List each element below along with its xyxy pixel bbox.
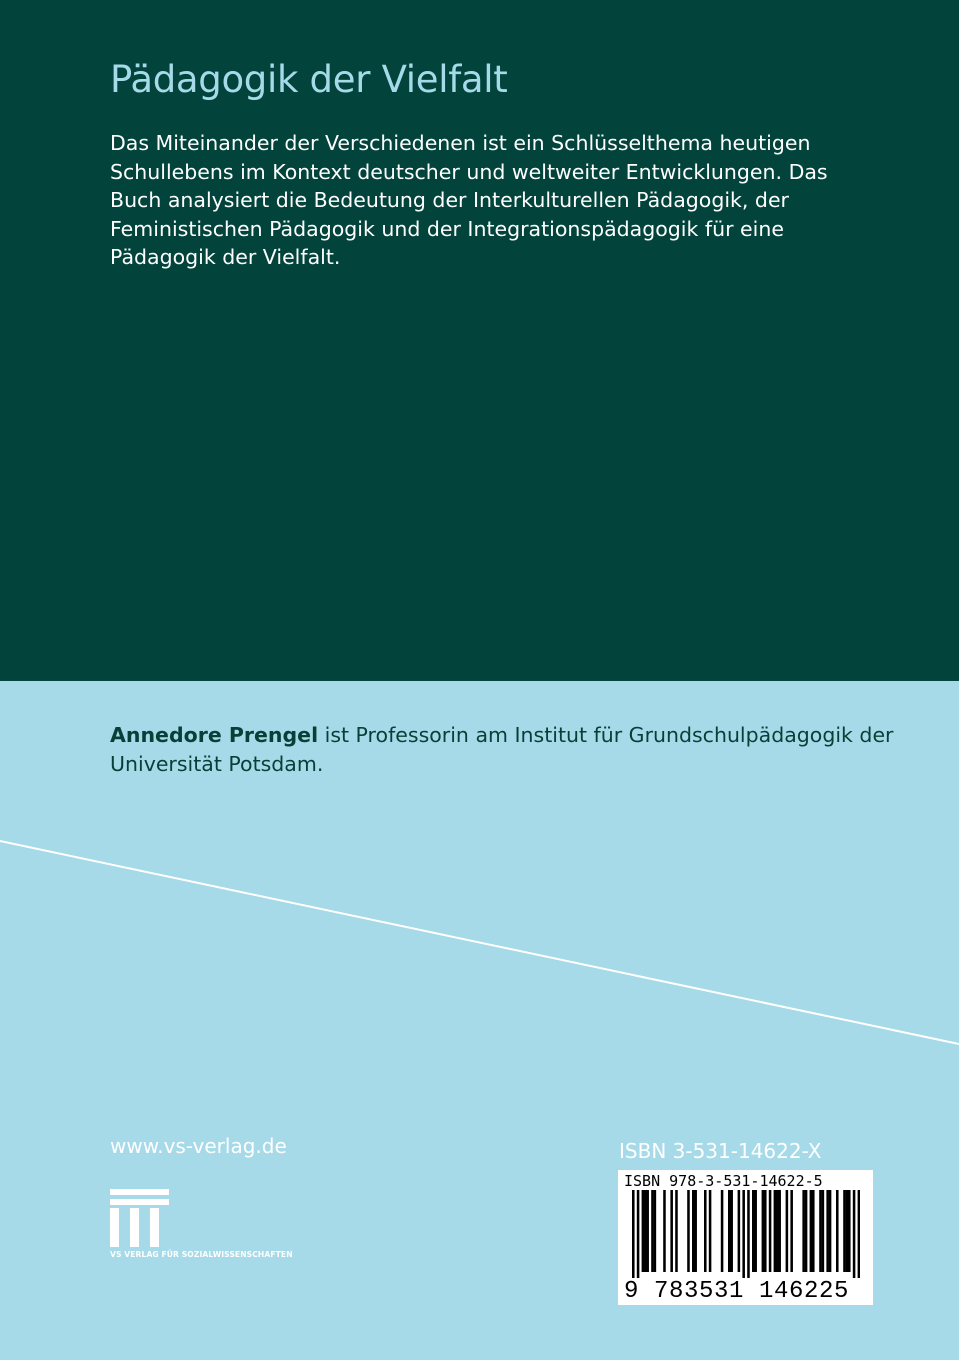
barcode-bar xyxy=(651,1190,654,1272)
barcode-bar xyxy=(728,1190,731,1272)
barcode-bar xyxy=(764,1190,767,1272)
barcode-bar xyxy=(762,1190,765,1272)
barcode-bar xyxy=(692,1190,695,1272)
barcode-bar xyxy=(843,1190,846,1272)
barcode-bar xyxy=(738,1190,741,1272)
barcode-isbn: ISBN 978-3-531-14622-5 xyxy=(624,1172,823,1190)
barcode-bar xyxy=(822,1190,825,1272)
barcode-bar xyxy=(853,1190,856,1278)
barcode-bar xyxy=(730,1190,733,1272)
barcode-bar xyxy=(670,1190,673,1272)
barcode-bar xyxy=(642,1190,645,1272)
barcode-bar xyxy=(644,1190,647,1272)
barcode-bar xyxy=(654,1190,657,1272)
barcode-bar xyxy=(790,1190,793,1272)
barcode-bar xyxy=(836,1190,839,1272)
barcode-bar xyxy=(810,1190,813,1272)
barcode-bar xyxy=(709,1190,712,1272)
barcode-bar xyxy=(663,1190,666,1272)
author-name: Annedore Prengel xyxy=(110,723,319,747)
author-info xyxy=(110,721,900,778)
barcode-bar xyxy=(786,1190,789,1272)
website-url: www.vs-verlag.de xyxy=(110,1134,287,1158)
barcode-bar xyxy=(774,1190,777,1272)
barcode-bar xyxy=(846,1190,849,1272)
barcode-bar xyxy=(704,1190,707,1272)
publisher-name: VS VERLAG FÜR SOZIALWISSENSCHAFTEN xyxy=(110,1250,293,1259)
barcode-bar xyxy=(694,1190,697,1272)
barcode-bar xyxy=(675,1190,678,1272)
barcode-bar xyxy=(812,1190,815,1272)
barcode-bar xyxy=(848,1190,851,1272)
barcode-bar xyxy=(687,1190,690,1272)
book-title: Pädagogik der Vielfalt xyxy=(110,58,508,101)
barcode-box xyxy=(618,1170,873,1305)
barcode-bar xyxy=(826,1190,829,1272)
barcode-bar xyxy=(802,1190,805,1272)
author-bio: ist Professorin am Institut für Grundschulpädagogik der Universität Potsdam. xyxy=(110,723,894,776)
barcode-bar xyxy=(754,1190,757,1272)
barcode-bar xyxy=(778,1190,781,1272)
barcode-bar xyxy=(776,1190,779,1272)
barcode-digits: 9 783531 146225 xyxy=(624,1278,850,1305)
barcode-bar xyxy=(752,1190,755,1272)
barcode-bar xyxy=(805,1190,808,1272)
barcode-bar xyxy=(747,1190,750,1278)
book-description: Das Miteinander der Verschiedenen ist ein Schlüsselthema heutigen Schullebens im Kontext deutscher und weltweiter Entwicklungen. Das Buch analysiert die Bedeutung der Interkulturellen Pädagogik, der Feministischen Pädagogik und der Integrationspädagogik für eine Pädagogik der Vielfalt. xyxy=(110,131,828,270)
barcode-bar xyxy=(646,1190,649,1272)
vs-verlag-logo-icon xyxy=(110,1189,170,1247)
barcode-bar xyxy=(632,1190,635,1278)
barcode-bar xyxy=(742,1190,745,1278)
diagonal-line xyxy=(0,830,959,1050)
barcode-bar xyxy=(721,1190,724,1272)
barcode-bar xyxy=(829,1190,832,1272)
barcode-bars-icon xyxy=(632,1190,860,1278)
isbn-10: ISBN 3-531-14622-X xyxy=(619,1139,822,1163)
barcode-bar xyxy=(769,1190,772,1272)
barcode-bar xyxy=(819,1190,822,1272)
barcode-bar xyxy=(858,1190,860,1278)
barcode-bar xyxy=(637,1190,640,1278)
